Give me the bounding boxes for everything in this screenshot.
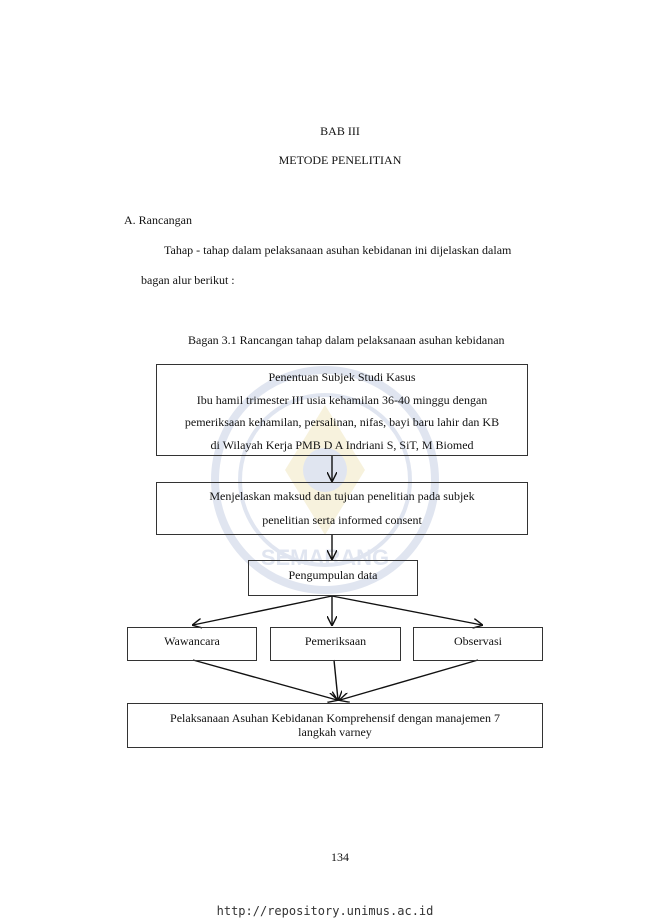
arrow-observasi-to-final <box>340 660 478 700</box>
flow-box-data-collection <box>248 560 418 596</box>
arrow-wawancara-to-final <box>193 660 337 700</box>
box1-line-2: Ibu hamil trimester III usia kehamilan 36-40 minggu dengan <box>196 392 488 407</box>
chapter-label: BAB III <box>320 124 360 138</box>
flow-box-pemeriksaan <box>270 627 401 661</box>
figure-caption: Bagan 3.1 Rancangan tahap dalam pelaksanaan asuhan kebidanan <box>188 333 505 347</box>
flow-box-observasi <box>413 627 543 661</box>
box3-label: Pengumpulan data <box>288 568 378 582</box>
final-line-2: langkah varney <box>298 725 372 739</box>
final-line-1: Pelaksanaan Asuhan Kebidanan Komprehensif dengan manajemen 7 <box>170 711 500 725</box>
method-wawancara: Wawancara <box>164 634 220 648</box>
box2-line-2: penelitian serta informed consent <box>262 513 422 527</box>
box2-line-1: Menjelaskan maksud dan tujuan penelitian pada subjek <box>209 489 475 503</box>
flow-box-subject-determination <box>156 364 528 456</box>
section-heading: A. Rancangan <box>124 213 192 227</box>
arrow-box3-to-observasi <box>332 596 482 625</box>
flow-box-wawancara <box>127 627 257 661</box>
chapter-title: METODE PENELITIAN <box>278 153 402 167</box>
method-observasi: Observasi <box>454 634 502 648</box>
method-pemeriksaan: Pemeriksaan <box>304 634 367 648</box>
box1-line-4: di Wilayah Kerja PMB D A Indriani S, SiT, M Biomed <box>210 437 474 452</box>
box1-line-1: Penentuan Subjek Studi Kasus <box>268 370 416 384</box>
flow-box-informed-consent <box>156 482 528 535</box>
page-number: 134 <box>331 850 349 864</box>
flow-box-final-care <box>127 703 543 748</box>
arrow-box3-to-wawancara <box>193 596 332 625</box>
paragraph-line-1: Tahap - tahap dalam pelaksanaan asuhan kebidanan ini dijelaskan dalam <box>164 243 512 257</box>
paragraph-line-2: bagan alur berikut : <box>141 273 235 287</box>
footer-url[interactable]: http://repository.unimus.ac.id <box>216 904 434 918</box>
svg-text:SEMARANG: SEMARANG <box>260 545 390 570</box>
box1-line-3: pemeriksaan kehamilan, persalinan, nifas, bayi baru lahir dan KB <box>184 415 500 429</box>
arrow-pemeriksaan-to-final <box>334 660 338 700</box>
